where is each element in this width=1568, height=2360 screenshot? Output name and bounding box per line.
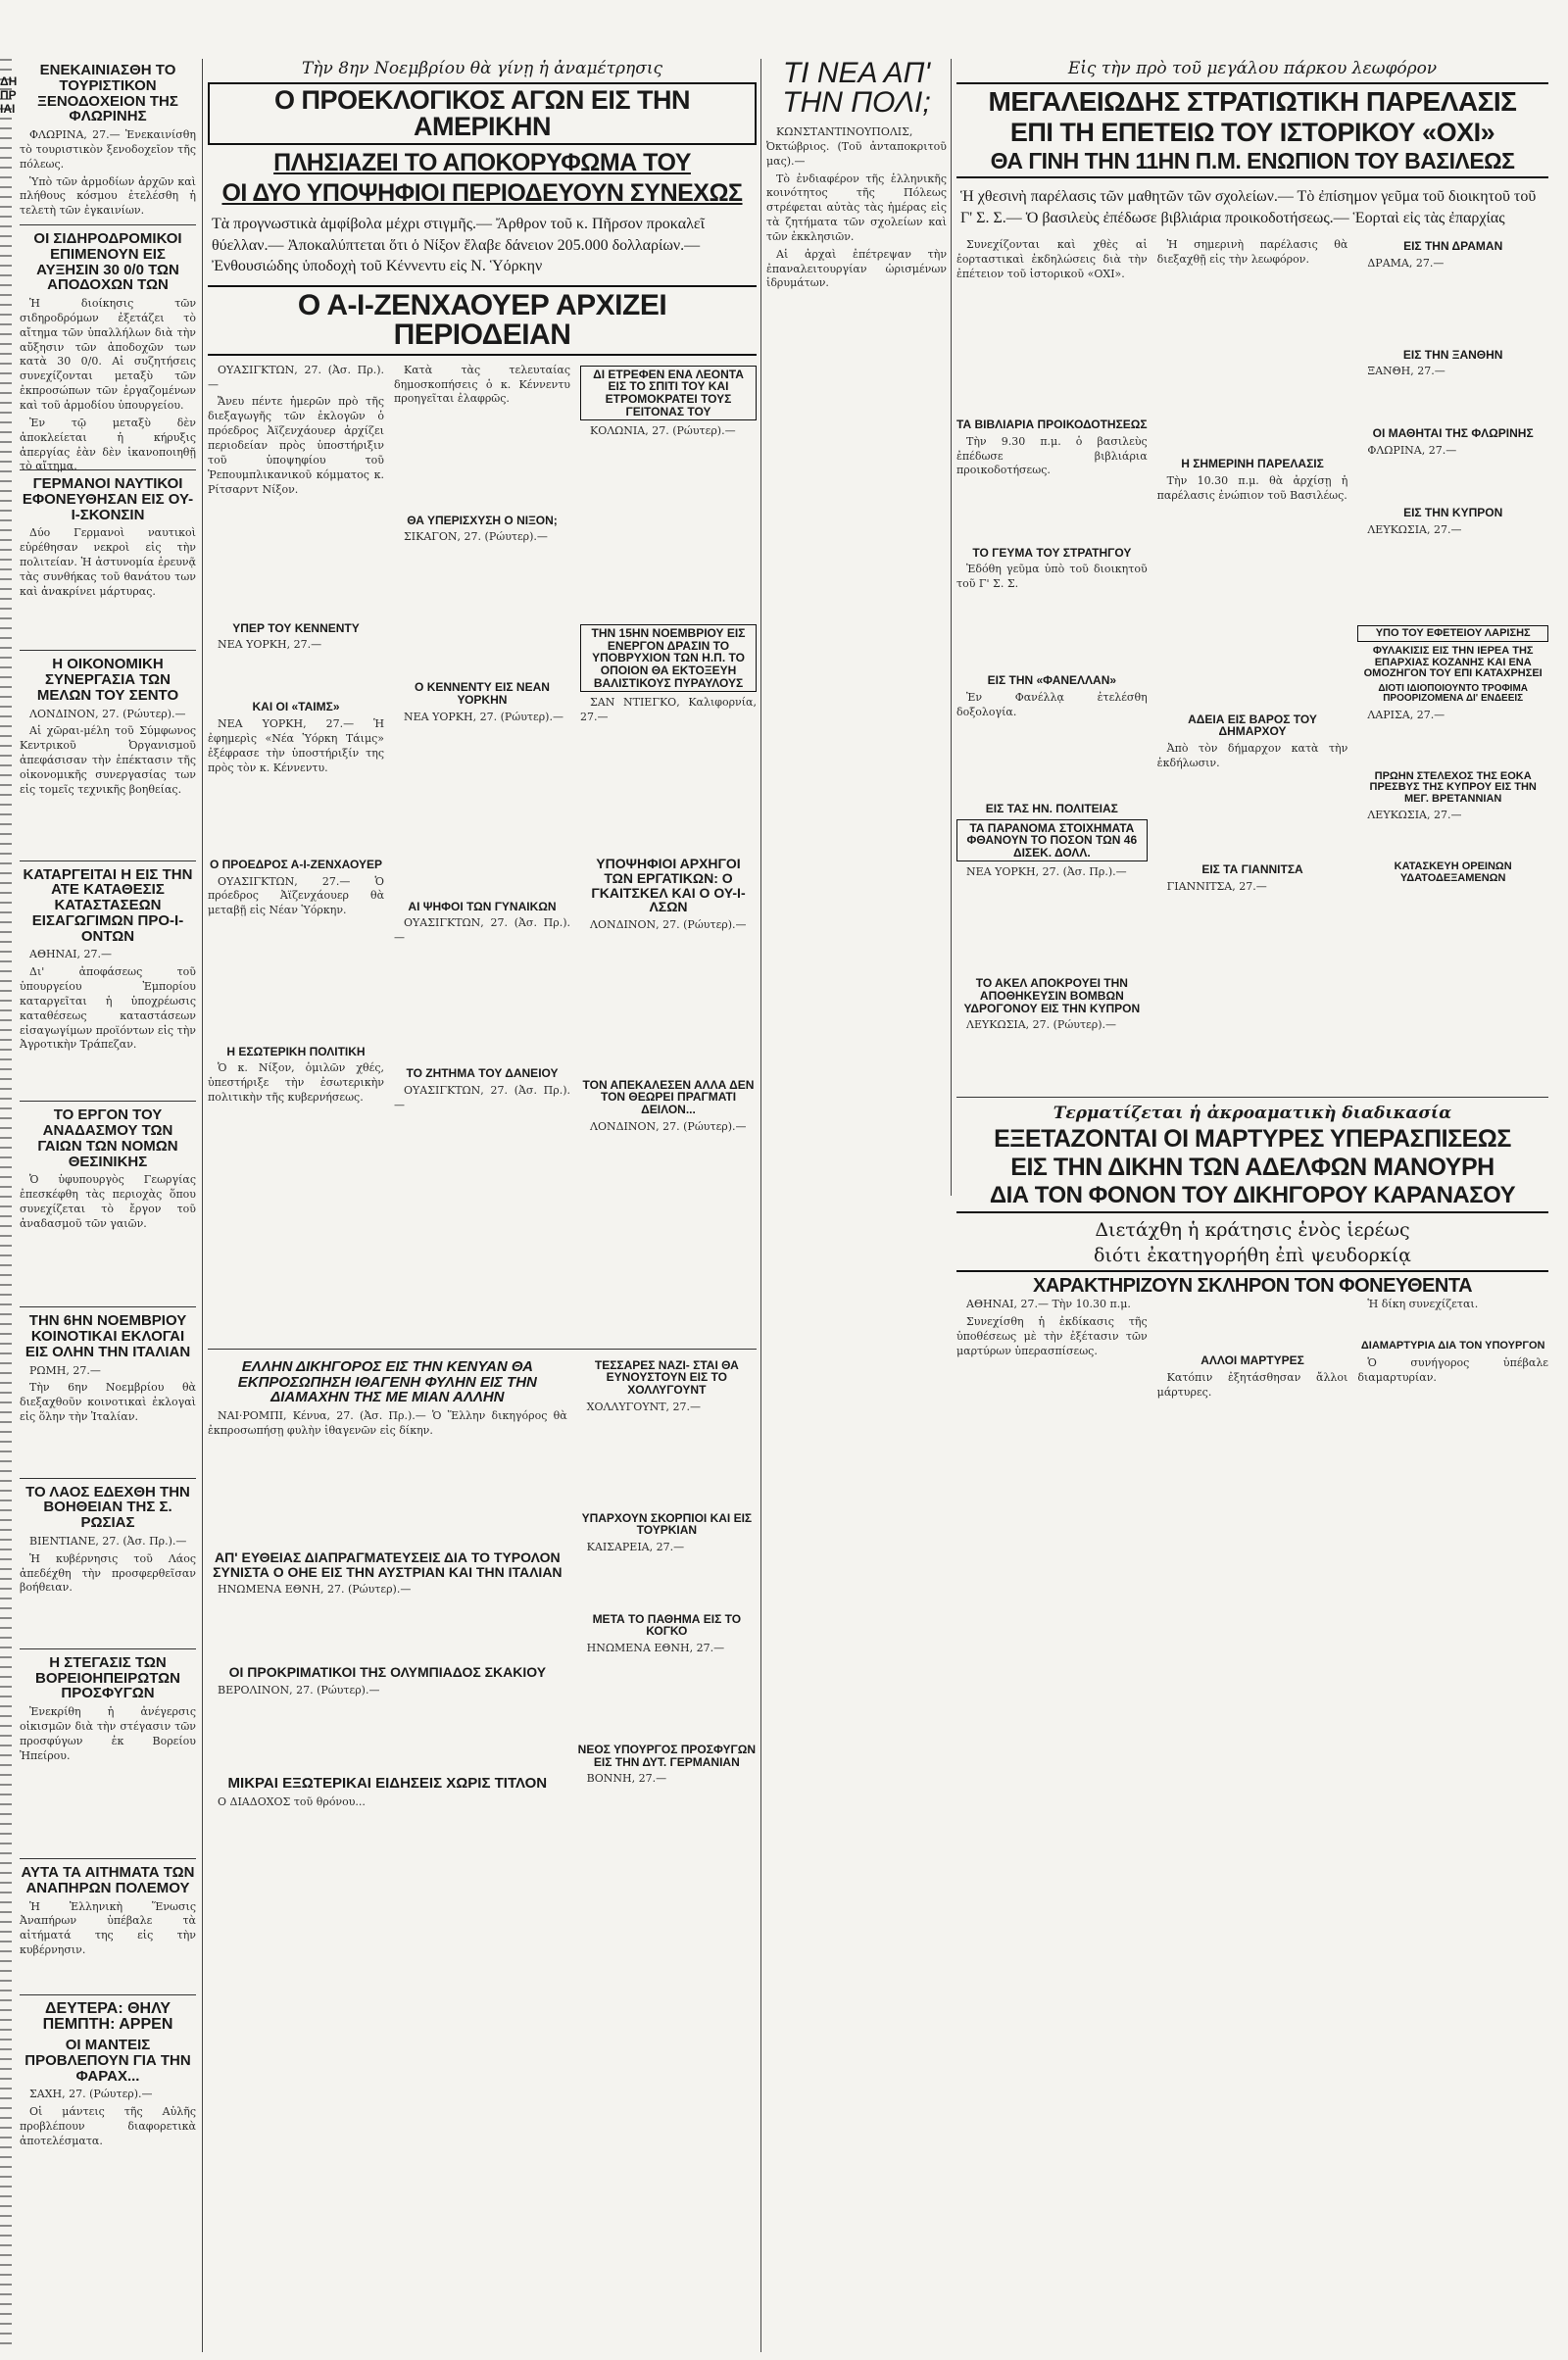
headline: ΜΕΤΑ ΤΟ ΠΑΘΗΜΑ ΕΙΣ ΤΟ ΚΟΓΚΟ (592, 1611, 742, 1639)
banner-headline: ΕΞΕΤΑΖΟΝΤΑΙ ΟΙ ΜΑΡΤΥΡΕΣ ΥΠΕΡΑΣΠΙΣΕΩΣ (994, 1125, 1511, 1154)
article-body: ΟΥΑΣΙΓΚΤΩΝ, 27. (Ἀσ. Πρ.).— (394, 916, 570, 944)
headline: ΤΟΝ ΑΠΕΚΑΛΕΣΕΝ ΑΛΛΑ ΔΕΝ ΤΟΝ ΘΕΩΡΕΙ ΠΡΑΓΜΑΤΙ ΔΕΙΛΟΝ... (582, 1077, 755, 1117)
subhead: ΕΙΣ ΤΗΝ ΚΥΠΡΟΝ (1403, 505, 1503, 519)
divider (20, 1101, 196, 1102)
article-body: Ἡ διοίκησις τῶν σιδηροδρόμων ἐξετάζει τὸ αἴτημα τῶν ὑπαλλήλων διὰ τὴν αὔξησιν τῶν ἀποδοχῶν των κατὰ 30 0/0. Αἱ συζητήσεις συνεχίζονται μεταξὺ τῶν ἐκπροσώπων τῶν ἐργαζομένων καὶ τοῦ ἁρμοδίου ὑπουργείου. Ἐν τῷ μεταξὺ δὲν ἀποκλείεται ἡ κήρυξις ἀπεργίας ἐὰν δὲν ἱκανοποιηθῇ τὸ αἴτημα. (20, 297, 196, 473)
article-body: ΝΑΙ·ΡΟΜΠΙ, Κένυα, 27. (Ἀσ. Πρ.).— Ὁ Ἕλλην δικηγόρος θὰ ἐκπροσωπήσῃ φυλὴν ἰθαγενῶν εἰς δίκην. (208, 1409, 567, 1437)
subhead: ΑΙ ΨΗΦΟΙ ΤΩΝ ΓΥΝΑΙΚΩΝ (408, 899, 557, 913)
headline-box: ΤΑ ΠΑΡΑΝΟΜΑ ΣΤΟΙΧΗΜΑΤΑ ΦΘΑΝΟΥΝ ΤΟ ΠΟΣΟΝ ΤΩΝ 46 ΔΙΣΕΚ. ΔΟΛΛ. (956, 819, 1148, 862)
column-rule (951, 59, 952, 1196)
banner-headline: Ο ΠΡΟΕΚΛΟΓΙΚΟΣ ΑΓΩΝ ΕΙΣ ΤΗΝ ΑΜΕΡΙΚΗΝ (208, 82, 757, 145)
article-body: ΛΟΝΔΙΝΟΝ, 27. (Ρώυτερ).— Αἱ χῶραι-μέλη τοῦ Σύμφωνος Κεντρικοῦ Ὀργανισμοῦ ἀπεφάσισαν τὴν ἐπέκτασιν τῆς οἰκονομικῆς συνεργασίας των εἰς τομεῖς τεχνικῆς βοηθείας. (20, 707, 196, 796)
banner-headline: ΟΙ ΔΥΟ ΥΠΟΨΗΦΙΟΙ ΠΕΡΙΟΔΕΥΟΥΝ ΣΥΝΕΧΩΣ (221, 179, 743, 207)
headline: ΑΥΤΑ ΤΑ ΑΙΤΗΜΑΤΑ ΤΩΝ ΑΝΑΠΗΡΩΝ ΠΟΛΕΜΟΥ (21, 1864, 195, 1896)
headline: ΦΥΛΑΚΙΣΙΣ ΕΙΣ ΤΗΝ ΙΕΡΕΑ ΤΗΣ ΕΠΑΡΧΙΑΣ ΚΟΖΑΝΗΣ ΚΑΙ ΕΝΑ ΟΜΟΖΗΓΟΝ ΤΟΥ ΕΠΙ ΚΑΤΑΧΡΗΣΕΙ (1363, 645, 1543, 680)
headline: ΟΙ ΜΑΝΤΕΙΣ ΠΡΟΒΛΕΠΟΥΝ ΓΙΑ ΤΗΝ ΦΑΡΑΧ... (24, 2037, 191, 2085)
subhead: ΕΙΣ ΤΗΝ ΔΡΑΜΑΝ (1403, 239, 1503, 254)
sub-column (208, 362, 384, 1343)
article-body: ΟΥΑΣΙΓΚΤΩΝ, 27. (Ἀσ. Πρ.).— (394, 1083, 570, 1111)
headline: ΚΑΤΑΣΚΕΥΗ ΟΡΕΙΝΩΝ ΥΔΑΤΟΔΕΞΑΜΕΝΩΝ (1394, 860, 1512, 884)
headline: Η ΟΙΚΟΝΟΜΙΚΗ ΣΥΝΕΡΓΑΣΙΑ ΤΩΝ ΜΕΛΩΝ ΤΟΥ ΣΕΝΤΟ (36, 656, 179, 704)
left-edge-text: ΠΡ (0, 88, 17, 102)
article-body: ΑΘΗΝΑΙ, 27.— Δι' ἀποφάσεως τοῦ ὑπουργείου Ἐμπορίου καταργεῖται ἡ ὑποχρέωσις καταθέσεως καταστάσεων εἰσαγωγίμων προϊόντων εἰς τὴν Ἀγροτικὴν Τράπεζαν. (20, 948, 196, 1052)
article-body: ΗΝΩΜΕΝΑ ΕΘΝΗ, 27.— (586, 1641, 725, 1654)
sub-column (1157, 236, 1348, 1091)
sub-column (1157, 1296, 1348, 1596)
kicker: Τὴν 8ην Νοεμβρίου θὰ γίνῃ ἡ ἀναμέτρησις (301, 59, 663, 78)
headline: ΔΙΟΤΙ ΙΔΙΟΠΟΙΟΥΝΤΟ ΤΡΟΦΙΜΑ ΠΡΟΟΡΙΖΟΜΕΝΑ ΔΙ' ΕΝΔΕΕΙΣ (1378, 682, 1529, 705)
banner-headline: ΠΛΗΣΙΑΖΕΙ ΤΟ ΑΠΟΚΟΡΥΦΩΜΑ ΤΟΥ (273, 149, 691, 176)
article-body: ΛΟΝΔΙΝΟΝ, 27. (Ρώυτερ).— (590, 1119, 747, 1133)
article-body: ΟΥΑΣΙΓΚΤΩΝ, 27. (Ἀσ. Πρ.).— Ἄνευ πέντε ἡμερῶν πρὸ τῆς διεξαγωγῆς τῶν ἐκλογῶν ὁ πρόεδρος Ἀϊζενχάουερ ἀρχίζει περιοδείαν πρὸς ὑποστήριξιν τοῦ ὑποψηφίου τοῦ Ῥεπουμπλικανικοῦ κόμματος κ. Ρίτσαρντ Νίξον. (208, 363, 384, 496)
article-body: ΝΕΑ ΥΟΡΚΗ, 27.— (218, 638, 322, 652)
headline-box: ΥΠΟ ΤΟΥ ΕΦΕΤΕΙΟΥ ΛΑΡΙΣΗΣ (1357, 625, 1548, 643)
banner-headline: ΜΕΓΑΛΕΙΩΔΗΣ ΣΤΡΑΤΙΩΤΙΚΗ ΠΑΡΕΛΑΣΙΣ (956, 82, 1548, 116)
subhead: Ο ΠΡΟΕΔΡΟΣ Α-Ι-ΖΕΝΧΑΟΥΕΡ (209, 857, 383, 871)
article-body: Ἡ σημερινὴ παρέλασις θὰ διεξαχθῇ εἰς τὴν λεωφόρον. (1156, 238, 1348, 267)
headline: ΤΟ ΛΑΟΣ ΕΔΕΧΘΗ ΤΗΝ ΒΟΗΘΕΙΑΝ ΤΗΣ Σ. ΡΩΣΙΑΣ (25, 1483, 190, 1532)
article-columns (956, 1296, 1548, 1596)
sub-column (577, 1355, 757, 1858)
column-center (208, 59, 757, 1858)
article-body: ΣΑΧΗ, 27. (Ρώυτερ).— Οἱ μάντεις τῆς Αὐλῆς προβλέπουν διαφορετικὰ ἀποτελέσματα. (20, 2088, 196, 2147)
divider (956, 1097, 1548, 1098)
article-body: ΛΕΥΚΩΣΙΑ, 27.— (1367, 809, 1462, 822)
headline: ΠΡΩΗΝ ΣΤΕΛΕΧΟΣ ΤΗΣ ΕΟΚΑ ΠΡΕΣΒΥΣ ΤΗΣ ΚΥΠΡΟΥ ΕΙΣ ΤΗΝ ΜΕΓ. ΒΡΕΤΑΝΝΙΑΝ (1369, 769, 1537, 805)
subhead: ΕΙΣ ΤΗΝ «ΦΑΝΕΛΛΑΝ» (987, 673, 1117, 688)
headline: ΤΕΣΣΑΡΕΣ ΝΑΖΙ- ΣΤΑΙ ΘΑ ΕΥΝΟΥΣΤΟΥΝ ΕΙΣ ΤΟ ΧΟΛΛΥΓΟΥΝΤ (594, 1357, 739, 1397)
headline: ΟΙ ΠΡΟΚΡΙΜΑΤΙΚΟΙ ΤΗΣ ΟΛΥΜΠΙΑΔΟΣ ΣΚΑΚΙΟΥ (228, 1664, 547, 1681)
sub-column (580, 362, 757, 1343)
headline-box: ΤΗΝ 15ΗΝ ΝΟΕΜΒΡΙΟΥ ΕΙΣ ΕΝΕΡΓΟΝ ΔΡΑΣΙΝ ΤΟ ΥΠΟΒΡΥΧΙΟΝ ΤΩΝ Η.Π. ΤΟ ΟΠΟΙΟΝ ΘΑ ΕΚΤΟΞΕΥΗ ΒΑΛΙΣΤΙΚΟΥΣ ΠΥΡΑΥΛΟΥΣ (580, 624, 757, 692)
divider (20, 1648, 196, 1649)
left-edge-column (0, 59, 18, 2352)
article-body: ΚΑΙΣΑΡΕΙΑ, 27.— (586, 1540, 685, 1553)
deck: Τὰ προγνωστικὰ ἀμφίβολα μέχρι στιγμῆς.— Ἄρθρον τοῦ κ. Πῆρσον προκαλεῖ θύελλαν.— Ἀποκαλύπτεται ὅτι ὁ Νίξον ἔλαβε δάνειον 205.000 δολλαρίων.— Ἐνθουσιώδης ὑποδοχὴ τοῦ Κέννεντυ εἰς Ν. Ὑόρκην (212, 216, 705, 275)
headline: Η ΣΤΕΓΑΣΙΣ ΤΩΝ ΒΟΡΕΙΟΗΠΕΙΡΩΤΩΝ ΠΡΟΣΦΥΓΩΝ (35, 1653, 180, 1702)
article-columns (208, 362, 757, 1343)
article-body: ΗΝΩΜΕΝΑ ΕΘΝΗ, 27. (Ρώυτερ).— (218, 1583, 412, 1597)
subhead: Ο ΚΕΝΝΕΝΤΥ ΕΙΣ ΝΕΑΝ ΥΟΡΚΗΝ (415, 680, 550, 707)
headline: ΤΟ ΕΡΓΟΝ ΤΟΥ ΑΝΑΔΑΣΜΟΥ ΤΩΝ ΓΑΙΩΝ ΤΩΝ ΝΟΜΩΝ ΘΕΣΙΝΙΚΗΣ (37, 1106, 178, 1170)
headline: ΓΕΡΜΑΝΟΙ ΝΑΥΤΙΚΟΙ ΕΦΟΝΕΥΘΗΣΑΝ ΕΙΣ ΟΥ-Ι-ΣΚΟΝΣΙΝ (22, 475, 194, 523)
article-body: ΧΟΛΛΥΓΟΥΝΤ, 27.— (586, 1400, 702, 1413)
headline: ΟΙ ΣΙΔΗΡΟΔΡΟΜΙΚΟΙ ΕΠΙΜΕΝΟΥΝ ΕΙΣ ΑΥΞΗΣΙΝ 30 0/0 ΤΩΝ ΑΠΟΔΟΧΩΝ ΤΩΝ (33, 230, 182, 294)
subhead: ΟΙ ΜΑΘΗΤΑΙ ΤΗΣ ΦΛΩΡΙΝΗΣ (1372, 426, 1534, 441)
divider (20, 1306, 196, 1307)
kicker: Τερματίζεται ἡ ἀκροαματικὴ διαδικασία (1053, 1104, 1452, 1124)
left-edge-text: ΙΑΙ (0, 102, 16, 116)
divider (20, 224, 196, 225)
subhead: ΚΑΙ ΟΙ «ΤΑΙΜΣ» (252, 700, 340, 714)
article-body: Τὴν 9.30 π.μ. ὁ βασιλεὺς ἐπέδωσε βιβλιάρια προικοδοτήσεως. (956, 434, 1148, 477)
subhead: ΤΟ ΖΗΤΗΜΑ ΤΟΥ ΔΑΝΕΙΟΥ (406, 1066, 559, 1081)
headline: ΕΛΛΗΝ ΔΙΚΗΓΟΡΟΣ ΕΙΣ ΤΗΝ ΚΕΝΥΑΝ ΘΑ ΕΚΠΡΟΣΩΠΗΣΗ ΙΘΑΓΕΝΗ ΦΥΛΗΝ ΕΙΣ ΤΗΝ ΔΙΑΜΑΧΗΝ ΤΗΣ ΜΕ ΜΙΑΝ ΑΛΛΗΝ (237, 1357, 537, 1406)
article-body: ΛΕΥΚΩΣΙΑ, 27.— (1367, 522, 1462, 536)
column-rule (202, 59, 203, 2352)
article-body: ΔΡΑΜΑ, 27.— (1367, 256, 1445, 270)
article-body: ΚΩΝΣΤΑΝΤΙΝΟΥΠΟΛΙΣ, Ὀκτώβριος. (Τοῦ ἀνταποκριτοῦ μας).— Τὸ ἐνδιαφέρον τῆς ἑλληνικῆς κοινότητος τῆς Πόλεως στρέφεται αὐτὰς τὰς ἡμέρας εἰς τὰ ζητήματα τῶν σχολείων καὶ τῶν ἐκκλησιῶν. Αἱ ἀρχαὶ ἐπέτρεψαν τὴν ἐπαναλειτουργίαν ὡρισμένων ἱδρυμάτων. (766, 125, 947, 290)
article-body: ΒΟΝΝΗ, 27.— (586, 1772, 667, 1786)
article-columns (956, 236, 1548, 1091)
sub-column (956, 1296, 1148, 1596)
article-body: ΒΙΕΝΤΙΑΝΕ, 27. (Ἀσ. Πρ.).— Ἡ κυβέρνησις τοῦ Λάος ἀπεδέχθη τὴν προσφερθεῖσαν βοήθειαν. (20, 1534, 196, 1595)
article-body: Ἡ Ἑλληνικὴ Ἕνωσις Ἀναπήρων ὑπέβαλε τὰ αἰτήματά της εἰς τὴν κυβέρνησιν. (20, 1899, 196, 1957)
subheadline: διότι ἐκατηγορήθη ἐπὶ ψευδορκίᾳ (956, 1245, 1548, 1272)
sub-column (1357, 236, 1548, 1091)
article-body: Ο ΔΙΑΔΟΧΟΣ τοῦ θρόνου... (218, 1795, 366, 1808)
column-left (20, 59, 196, 2248)
article-body: Ἡ δίκη συνεχίζεται. (1367, 1298, 1479, 1311)
divider (20, 1994, 196, 1995)
divider (20, 1478, 196, 1479)
banner-headline: ΘΑ ΓΙΝΗ ΤΗΝ 11ΗΝ Π.Μ. ΕΝΩΠΙΟΝ ΤΟΥ ΒΑΣΙΛΕΩΣ (956, 150, 1548, 178)
kicker: Εἰς τὴν πρὸ τοῦ μεγάλου πάρκου λεωφόρον (1067, 59, 1438, 78)
divider (20, 1858, 196, 1859)
article-body: ΚΟΛΩΝΙΑ, 27. (Ρώυτερ).— (590, 424, 736, 438)
headline-box: ΔΙ ΕΤΡΕΦΕΝ ΕΝΑ ΛΕΟΝΤΑ ΕΙΣ ΤΟ ΣΠΙΤΙ ΤΟΥ ΚΑΙ ΕΤΡΟΜΟΚΡΑΤΕΙ ΤΟΥΣ ΓΕΙΤΟΝΑΣ ΤΟΥ (580, 366, 757, 420)
divider (208, 1349, 757, 1350)
article-body: Ἐνεκρίθη ἡ ἀνέγερσις οἰκισμῶν διὰ τὴν στέγασιν τῶν προσφύγων ἐκ Βορείου Ἠπείρου. (20, 1705, 196, 1762)
subhead: ΑΔΕΙΑ ΕΙΣ ΒΑΡΟΣ ΤΟΥ ΔΗΜΑΡΧΟΥ (1188, 712, 1317, 739)
article-body: ΦΛΩΡΙΝΑ, 27.— Ἐνεκαινίσθη τὸ τουριστικὸν ξενοδοχεῖον τῆς πόλεως. Ὑπὸ τῶν ἀρμοδίων ἀρχῶν καὶ πλήθους κόσμου ἐτελέσθη ἡ τελετὴ τῶν ἐγκαινίων. (20, 128, 196, 218)
headline: ΜΙΚΡΑΙ ΕΞΩΤΕΡΙΚΑΙ ΕΙΔΗΣΕΙΣ ΧΩΡΙΣ ΤΙΤΛΟΝ (227, 1775, 548, 1793)
deck: Ἡ χθεσινὴ παρέλασις τῶν μαθητῶν τῶν σχολείων.— Τὸ ἐπίσημον γεῦμα τοῦ διοικητοῦ τοῦ Γ' Σ. Σ.— Ὁ βασιλεὺς ἐπέδωσε βιβλιάρια προικοδοτήσεως.— Ἑορταὶ εἰς τὰς ἐπαρχίας (960, 188, 1537, 226)
article-body: ΓΙΑΝΝΙΤΣΑ, 27.— (1166, 879, 1267, 893)
article-body: ΛΕΥΚΩΣΙΑ, 27. (Ρώυτερ).— (966, 1018, 1117, 1032)
article-body: ΒΕΡΟΛΙΝΟΝ, 27. (Ρώυτερ).— (218, 1684, 380, 1697)
article-body: Κατὰ τὰς τελευταίας δημοσκοπήσεις ὁ κ. Κέννεντυ προηγεῖται ἐλαφρῶς. (394, 363, 570, 406)
headline: ΝΕΟΣ ΥΠΟΥΡΓΟΣ ΠΡΟΣΦΥΓΩΝ ΕΙΣ ΤΗΝ ΔΥΤ. ΓΕΡΜΑΝΙΑΝ (577, 1742, 756, 1769)
subhead: Η ΣΗΜΕΡΙΝΗ ΠΑΡΕΛΑΣΙΣ (1181, 457, 1324, 471)
sub-column (956, 236, 1148, 1091)
article-body: ΞΑΝΘΗ, 27.— (1367, 365, 1446, 378)
column-right (956, 59, 1548, 1596)
article-body: Ἀπὸ τὸν δήμαρχον κατὰ τὴν ἐκδήλωσιν. (1156, 741, 1348, 769)
headline: ΑΠ' ΕΥΘΕΙΑΣ ΔΙΑΠΡΑΓΜΑΤΕΥΣΕΙΣ ΔΙΑ ΤΟ ΤΥΡΟΛΟΝ ΣΥΝΙΣΤΑ Ο ΟΗΕ ΕΙΣ ΤΗΝ ΑΥΣΤΡΙΑΝ ΚΑΙ ΤΗΝ ΙΤΑΛΙΑΝ (213, 1549, 563, 1580)
article-body: ΝΕΑ ΥΟΡΚΗ, 27.— Ἡ ἐφημερὶς «Νέα Ὑόρκη Τάιμς» ἐξέφρασε τὴν ὑποστήριξίν της πρὸς τὸν κ. Κέννεντυ. (208, 716, 384, 774)
headline: ΔΕΥΤΕΡΑ: ΘΗΛΥ ΠΕΜΠΤΗ: ΑΡΡΕΝ (42, 1999, 173, 2034)
article-body: ΦΛΩΡΙΝΑ, 27.— (1367, 443, 1457, 457)
feature-title: ΤΙ ΝΕΑ ΑΠ' ΤΗΝ ΠΟΛΙ; (782, 57, 931, 119)
article-body: Ἐν Φανέλλᾳ ἐτελέσθη δοξολογία. (956, 690, 1148, 718)
subhead: ΘΑ ΥΠΕΡΙΣΧΥΣΗ Ο ΝΙΞΟΝ; (407, 513, 558, 527)
subhead: ΑΛΛΟΙ ΜΑΡΤΥΡΕΣ (1200, 1353, 1304, 1368)
article-body: Κατόπιν ἐξητάσθησαν ἄλλοι μάρτυρες. (1156, 1370, 1348, 1399)
banner-headline: ΔΙΑ ΤΟΝ ΦΟΝΟΝ ΤΟΥ ΔΙΚΗΓΟΡΟΥ ΚΑΡΑΝΑΣΟΥ (956, 1184, 1548, 1213)
subhead: ΕΙΣ ΤΗΝ ΞΑΝΘΗΝ (1402, 347, 1503, 362)
sub-column (394, 362, 570, 1343)
article-body: ΛΑΡΙΣΑ, 27.— (1367, 708, 1446, 721)
divider (20, 650, 196, 651)
banner-headline: ΕΠΙ ΤΗ ΕΠΕΤΕΙΩ ΤΟΥ ΙΣΤΟΡΙΚΟΥ «ΟΧΙ» (1009, 118, 1495, 147)
article-body: ΡΩΜΗ, 27.— Τὴν 6ην Νοεμβρίου θὰ διεξαχθοῦν κοινοτικαὶ ἐκλογαὶ εἰς ὅλην τὴν Ἰταλίαν. (20, 1363, 196, 1424)
lower-articles (208, 1355, 757, 1858)
article-body: Ὁ κ. Νίξον, ὁμιλῶν χθές, ὑπεστήριξε τὴν ἐσωτερικὴν πολιτικὴν τῆς κυβερνήσεως. (208, 1061, 384, 1104)
article-body: ΝΕΑ ΥΟΡΚΗ, 27. (Ἀσ. Πρ.).— (966, 865, 1127, 879)
headline: ΕΝΕΚΑΙΝΙΑΣΘΗ ΤΟ ΤΟΥΡΙΣΤΙΚΟΝ ΞΕΝΟΔΟΧΕΙΟΝ ΤΗΣ ΦΛΩΡΙΝΗΣ (37, 62, 178, 125)
subhead: ΔΙΑΜΑΡΤΥΡΙΑ ΔΙΑ ΤΟΝ ΥΠΟΥΡΓΟΝ (1360, 1340, 1545, 1352)
subheadline: Διετάχθη ἡ κράτησις ἑνὸς ἱερέως (1095, 1219, 1410, 1242)
article-body: ΑΘΗΝΑΙ, 27.— Τὴν 10.30 π.μ. Συνεχίσθη ἡ ἐκδίκασις τῆς ὑποθέσεως μὲ τὴν ἐξέτασιν τῶν μαρτύρων ὑπερασπίσεως. (956, 1298, 1148, 1357)
headline: ΤΗΝ 6ΗΝ ΝΟΕΜΒΡΙΟΥ ΚΟΙΝΟΤΙΚΑΙ ΕΚΛΟΓΑΙ ΕΙΣ ΟΛΗΝ ΤΗΝ ΙΤΑΛΙΑΝ (24, 1312, 191, 1360)
left-edge-fragment (0, 74, 18, 116)
subhead: Η ΕΣΩΤΕΡΙΚΗ ΠΟΛΙΤΙΚΗ (226, 1044, 366, 1058)
headline: ΚΑΤΑΡΓΕΙΤΑΙ Η ΕΙΣ ΤΗΝ ΑΤΕ ΚΑΤΑΘΕΣΙΣ ΚΑΤΑΣΤΑΣΕΩΝ ΕΙΣΑΓΩΓΙΜΩΝ ΠΡΟ-Ι-ΟΝΤΩΝ (23, 865, 193, 945)
divider (20, 860, 196, 861)
article-body: ΣΙΚΑΓΟΝ, 27. (Ρώυτερ).— (404, 530, 548, 544)
subhead: ΤΟ ΓΕΥΜΑ ΤΟΥ ΣΤΡΑΤΗΓΟΥ (972, 545, 1132, 560)
article-body: Συνεχίζονται καὶ χθὲς αἱ ἑορταστικαὶ ἐκδηλώσεις διὰ τὴν ἐπέτειον τοῦ ἱστορικοῦ «ΟΧΙ». (956, 238, 1148, 280)
left-edge-text: ΔΗ (0, 74, 18, 88)
headline: ΥΠΟΨΗΦΙΟΙ ΑΡΧΗΓΟΙ ΤΩΝ ΕΡΓΑΤΙΚΩΝ: Ο ΓΚΑΙΤΣΚΕΛ ΚΑΙ Ο ΟΥ-Ι-ΛΣΩΝ (591, 856, 746, 915)
article-body: Ὁ συνήγορος ὑπέβαλε διαμαρτυρίαν. (1357, 1355, 1549, 1384)
banner-headline: ΕΙΣ ΤΗΝ ΔΙΚΗΝ ΤΩΝ ΑΔΕΛΦΩΝ ΜΑΝΟΥΡΗ (1010, 1154, 1494, 1182)
subhead: ΕΙΣ ΤΑΣ ΗΝ. ΠΟΛΙΤΕΙΑΣ (985, 801, 1118, 815)
headline: ΥΠΑΡΧΟΥΝ ΣΚΟΡΠΙΟΙ ΚΑΙ ΕΙΣ ΤΟΥΡΚΙΑΝ (581, 1510, 753, 1538)
article-body: Τὴν 10.30 π.μ. θὰ ἀρχίσῃ ἡ παρέλασις ἐνώπιον τοῦ Βασιλέως. (1156, 473, 1348, 502)
article-body: ΝΕΑ ΥΟΡΚΗ, 27. (Ρώυτερ).— (404, 710, 564, 723)
column-city-news (766, 59, 947, 1149)
subhead: ΤΑ ΒΙΒΛΙΑΡΙΑ ΠΡΟΙΚΟΔΟΤΗΣΕΩΣ (956, 418, 1148, 432)
article-body: Ἐδόθη γεῦμα ὑπὸ τοῦ διοικητοῦ τοῦ Γ' Σ. Σ. (956, 563, 1148, 591)
subhead: ΥΠΕΡ ΤΟΥ ΚΕΝΝΕΝΤΥ (232, 620, 360, 635)
article-body: ΛΟΝΔΙΝΟΝ, 27. (Ρώυτερ).— (590, 917, 747, 931)
article-body: Ὁ ὑφυπουργὸς Γεωργίας ἐπεσκέφθη τὰς περιοχὰς ὅπου συνεχίζεται τὸ ἔργον τοῦ ἀναδασμοῦ τῶν γαιῶν. (20, 1173, 196, 1230)
article-body: Δύο Γερμανοὶ ναυτικοὶ εὑρέθησαν νεκροὶ εἰς τὴν πολιτείαν. Ἡ ἀστυνομία ἐρευνᾷ τὰς συνθήκας τοῦ θανάτου των καὶ ἀνακρίνει μάρτυρας. (20, 526, 196, 598)
article-body: ΣΑΝ ΝΤΙΕΓΚΟ, Καλιφορνία, 27.— (580, 696, 757, 723)
column-rule (760, 59, 761, 2352)
subhead: ΕΙΣ ΤΑ ΓΙΑΝΝΙΤΣΑ (1201, 861, 1303, 876)
article-body: ΟΥΑΣΙΓΚΤΩΝ, 27.— Ὁ πρόεδρος Ἀϊζενχάουερ θὰ μεταβῇ εἰς Νέαν Ὑόρκην. (208, 874, 384, 917)
banner-headline: ΧΑΡΑΚΤΗΡΙΖΟΥΝ ΣΚΛΗΡΟΝ ΤΟΝ ΦΟΝΕΥΘΕΝΤΑ (1032, 1275, 1473, 1298)
banner-headline: Ο Α-Ι-ΖΕΝΧΑΟΥΕΡ ΑΡΧΙΖΕΙ ΠΕΡΙΟΔΕΙΑΝ (208, 285, 757, 356)
headline: ΤΟ ΑΚΕΛ ΑΠΟΚΡΟΥΕΙ ΤΗΝ ΑΠΟΘΗΚΕΥΣΙΝ ΒΟΜΒΩΝ ΥΔΡΟΓΟΝΟΥ ΕΙΣ ΤΗΝ ΚΥΠΡΟΝ (963, 976, 1141, 1015)
sub-column (208, 1355, 567, 1858)
sub-column (1357, 1296, 1548, 1596)
